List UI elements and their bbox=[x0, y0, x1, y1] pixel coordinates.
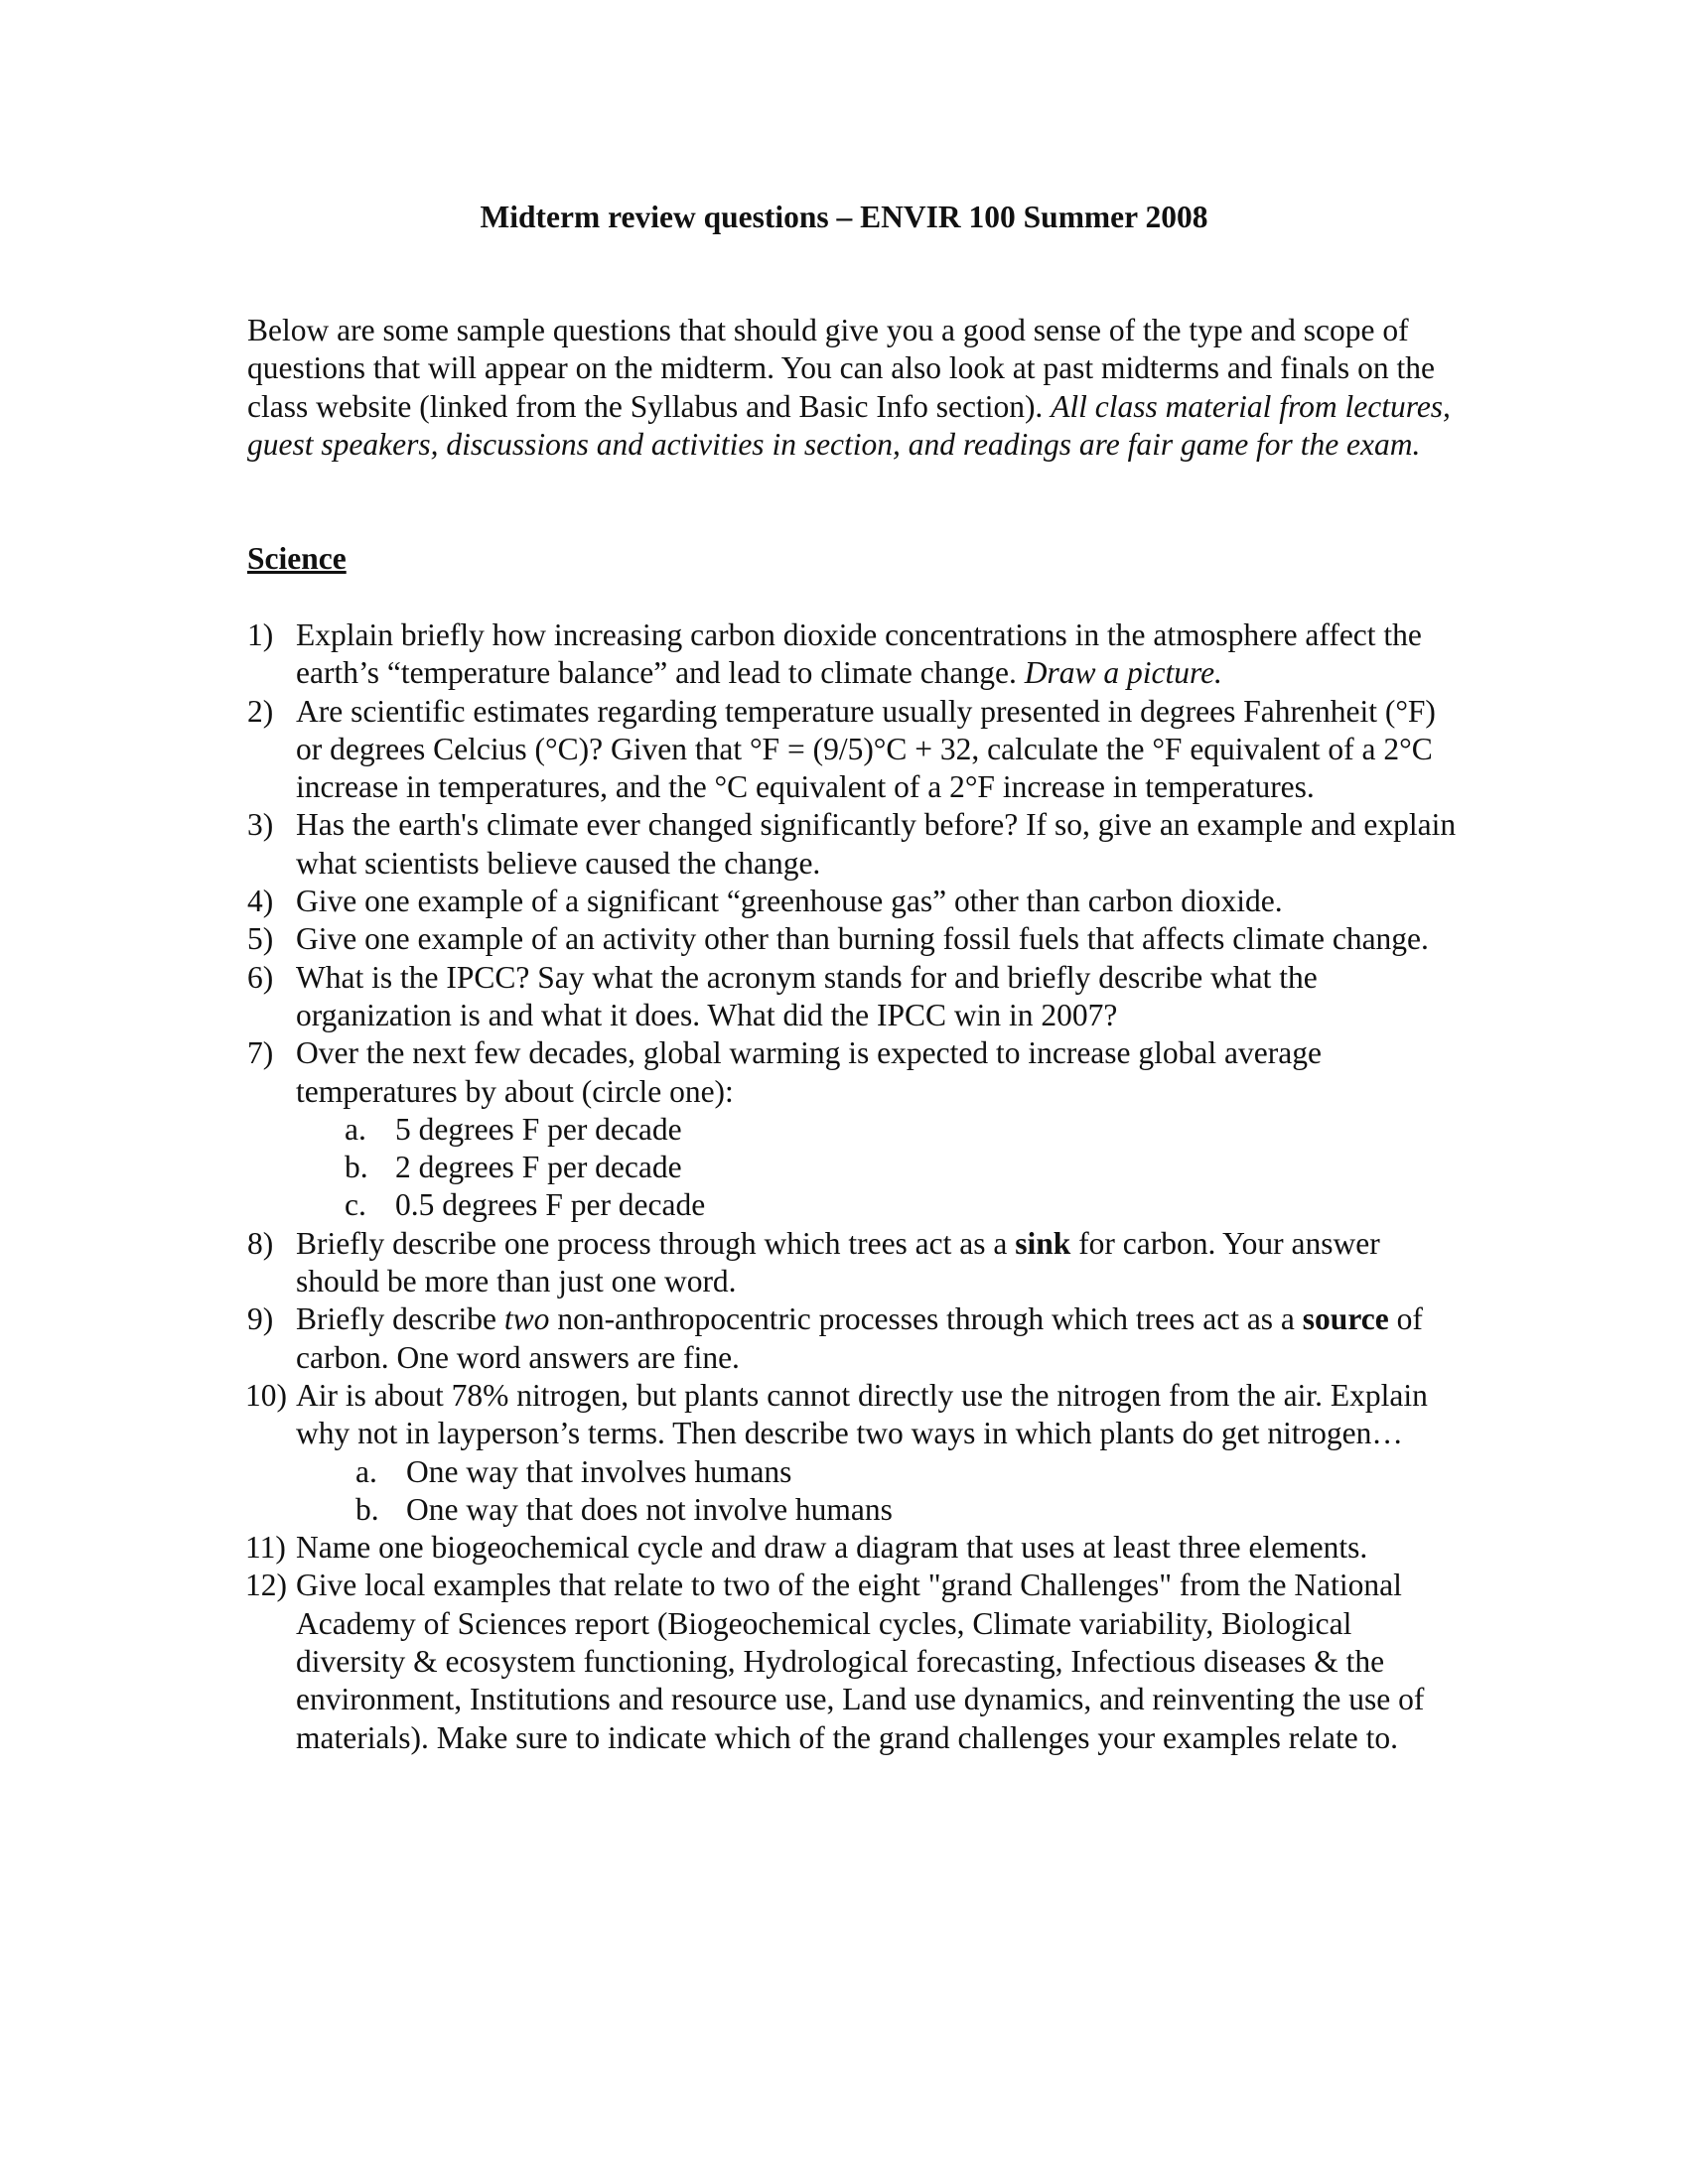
question-number: 8) bbox=[247, 1225, 274, 1261]
intro-emphasis: All class material from lectures, guest speakers, discussions and activities in section, and readings are fair game for the exam. bbox=[247, 388, 1451, 462]
question-3 bbox=[247, 806, 1469, 883]
question-number: 5) bbox=[247, 921, 274, 957]
question-text: What is the IPCC? Say what the acronym stands for and briefly describe what the organization is and what it does. What did the IPCC win in 2007? bbox=[296, 959, 1318, 1032]
option-letter: a. bbox=[345, 1111, 366, 1147]
option-letter: a. bbox=[355, 1453, 377, 1489]
question-11 bbox=[247, 1529, 1469, 1567]
intro-text: Below are some sample questions that should give you a good sense of the type and scope of questions that will appear on the midterm. You can also look at past midterms and finals on the class website (linked from the Syllabus and Basic Info section). bbox=[247, 313, 1435, 424]
section-heading-science: Science bbox=[247, 541, 347, 576]
option-text: One way that does not involve humans bbox=[406, 1491, 893, 1527]
question-emphasis: Draw a picture. bbox=[1024, 655, 1222, 691]
question-text: Give local examples that relate to two of the eight "grand Challenges" from the National Academy of Sciences report (Biogeochemical cycles, Climate variability, Biological diversity & ecosystem functioning, Hydrological forecasting, Infectious diseases & the environment, Institutions and resource use, Land use dynamics, and reinventing the use of materials). Make sure to indicate which of the grand challenges your examples relate to. bbox=[296, 1568, 1425, 1755]
question-text-continued: for carbon. Your answer should be more than just one word. bbox=[296, 1225, 1380, 1299]
answer-option bbox=[296, 1111, 1469, 1149]
option-letter: c. bbox=[345, 1187, 366, 1223]
question-text: Air is about 78% nitrogen, but plants cannot directly use the nitrogen from the air. Explain why not in layperson’s terms. Then describe two ways in which plants do get nitrogen… bbox=[296, 1377, 1428, 1451]
option-text: 0.5 degrees F per decade bbox=[395, 1187, 706, 1223]
question-number: 11) bbox=[245, 1530, 286, 1566]
question-emphasis: two bbox=[503, 1301, 550, 1337]
answer-option bbox=[296, 1453, 1469, 1491]
question-text: Are scientific estimates regarding temperature usually presented in degrees Fahrenheit (°F) or degrees Celcius (°C)? Given that °F = (9/5)°C + 32, calculate the °F equivalent of a 2°C increase in temperatures, and the °C equivalent of a 2°F increase in temperatures. bbox=[296, 693, 1436, 805]
question-1 bbox=[247, 616, 1469, 693]
question-number: 1) bbox=[247, 617, 274, 652]
question-number: 12) bbox=[245, 1568, 287, 1603]
question-8 bbox=[247, 1225, 1469, 1301]
question-7 bbox=[247, 1034, 1469, 1224]
question-list bbox=[247, 616, 1469, 1757]
answer-options bbox=[296, 1111, 1469, 1225]
question-text: Explain briefly how increasing carbon dioxide concentrations in the atmosphere affect the earth’s “temperature balance” and lead to climate change. bbox=[296, 617, 1422, 691]
option-text: 5 degrees F per decade bbox=[395, 1111, 682, 1147]
question-number: 2) bbox=[247, 693, 274, 729]
question-text: Has the earth's climate ever changed significantly before? If so, give an example and explain what scientists believe caused the change. bbox=[296, 807, 1457, 881]
question-text: Give one example of an activity other than burning fossil fuels that affects climate change. bbox=[296, 921, 1429, 957]
question-5 bbox=[247, 920, 1469, 958]
answer-option bbox=[296, 1186, 1469, 1224]
page-title: Midterm review questions – ENVIR 100 Summer 2008 bbox=[480, 200, 1208, 234]
question-bold-term: sink bbox=[1015, 1225, 1071, 1261]
answer-option bbox=[296, 1491, 1469, 1529]
question-text: Give one example of a significant “greenhouse gas” other than carbon dioxide. bbox=[296, 884, 1283, 919]
question-text: Over the next few decades, global warming is expected to increase global average temperatures by about (circle one): bbox=[296, 1035, 1322, 1109]
question-number: 7) bbox=[247, 1035, 274, 1071]
question-text-continued: of carbon. One word answers are fine. bbox=[296, 1301, 1423, 1375]
question-6 bbox=[247, 959, 1469, 1035]
question-number: 9) bbox=[247, 1301, 274, 1337]
question-10 bbox=[247, 1377, 1469, 1529]
question-text: Name one biogeochemical cycle and draw a diagram that uses at least three elements. bbox=[296, 1530, 1368, 1566]
question-number: 3) bbox=[247, 807, 274, 843]
question-text: Briefly describe bbox=[296, 1301, 504, 1337]
question-number: 10) bbox=[245, 1377, 287, 1413]
question-text-middle: non-anthropocentric processes through which trees act as a bbox=[549, 1301, 1303, 1337]
option-text: 2 degrees F per decade bbox=[395, 1150, 682, 1185]
answer-option bbox=[296, 1149, 1469, 1186]
question-12 bbox=[247, 1567, 1469, 1756]
question-2 bbox=[247, 693, 1469, 807]
question-text: Briefly describe one process through which trees act as a bbox=[296, 1225, 1016, 1261]
question-number: 6) bbox=[247, 959, 274, 995]
option-letter: b. bbox=[355, 1491, 379, 1527]
question-4 bbox=[247, 883, 1469, 920]
option-letter: b. bbox=[345, 1150, 368, 1185]
intro-paragraph bbox=[247, 312, 1464, 464]
question-bold-term: source bbox=[1302, 1301, 1389, 1337]
answer-options bbox=[296, 1453, 1469, 1530]
option-text: One way that involves humans bbox=[406, 1453, 792, 1489]
question-number: 4) bbox=[247, 884, 274, 919]
question-9 bbox=[247, 1300, 1469, 1377]
